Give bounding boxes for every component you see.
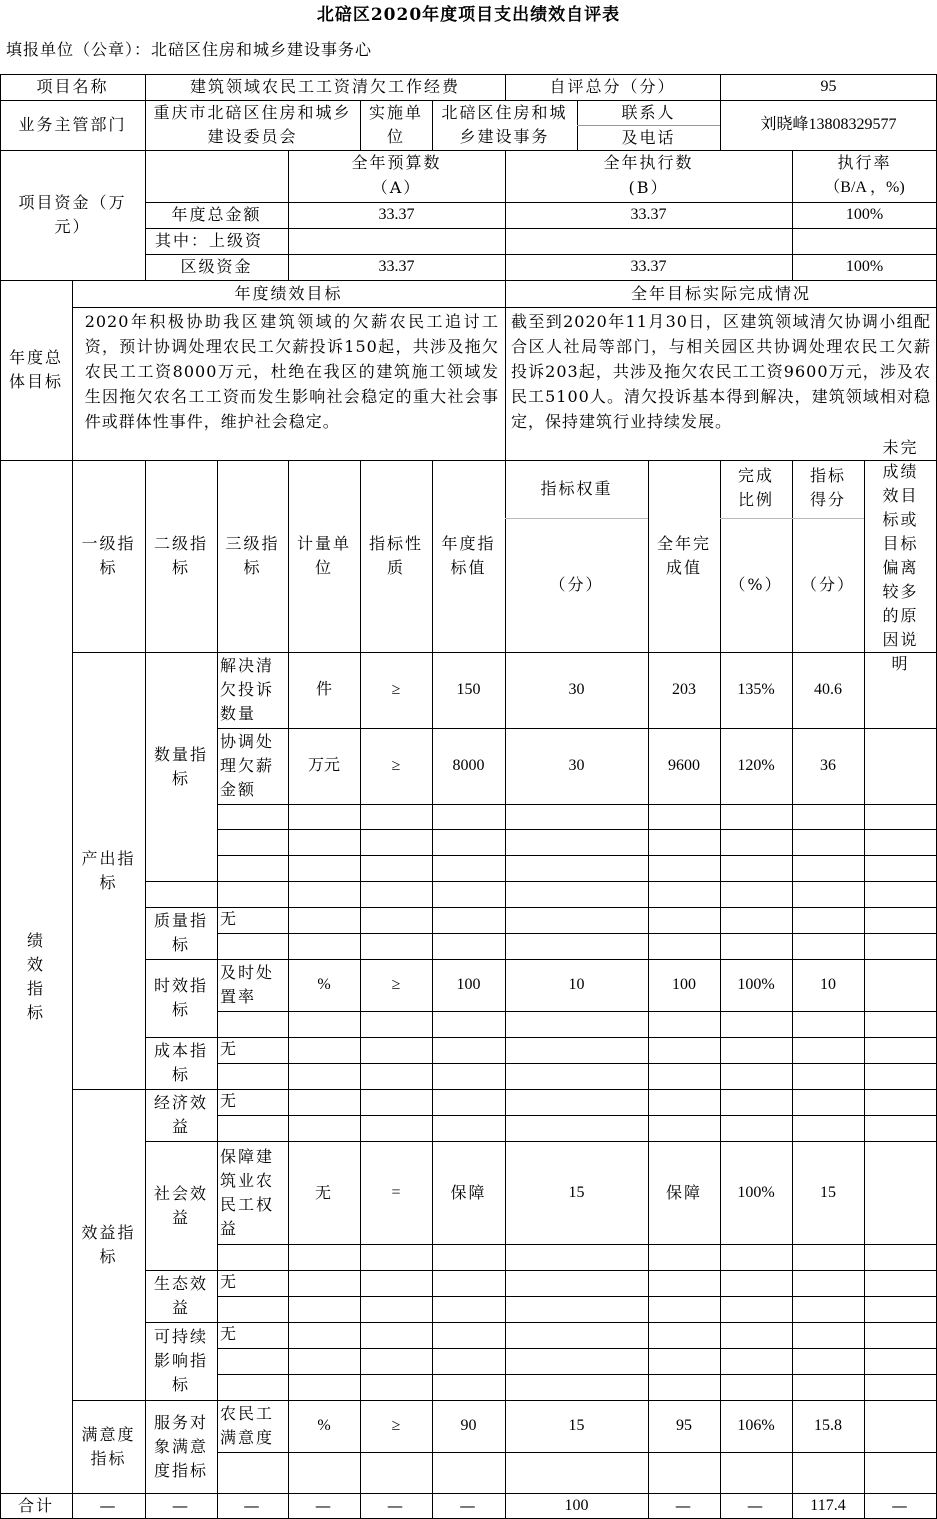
indicator-target: 150: [456, 681, 481, 698]
indicator-actual: 203: [672, 681, 696, 698]
service-satisfaction-label: 服务对象满意度指标: [153, 1412, 208, 1480]
header-level3: 三级指标: [225, 534, 280, 577]
filling-unit: 填报单位（公章）：北碚区住房和城乡建设事务心: [6, 40, 373, 59]
header-actual: 全年完成值: [656, 534, 711, 577]
indicator-score: 15.8: [814, 1417, 842, 1434]
impl-unit: 北碚区住房和城乡建设事务: [441, 103, 568, 146]
funds-row-exec: [505, 228, 792, 254]
indicator-unit: 无: [314, 1182, 333, 1202]
indicator-weight: 30: [568, 757, 585, 774]
form-title: 北碚区2020年度项目支出绩效自评表: [316, 5, 621, 25]
indicator-actual: 保障: [665, 1182, 702, 1202]
funds-row-exec: 33.37: [630, 206, 667, 223]
indicator-nature: ≥: [391, 1417, 401, 1434]
quality-indicator-value: 无: [220, 909, 239, 928]
score-label: 自评总分（分）: [549, 77, 676, 96]
sustain-indicator-label: 可持续影响指标: [153, 1327, 208, 1394]
performance-indicators-label: 绩效指标: [26, 930, 45, 1022]
indicator-name: 农民工满意度: [220, 1404, 275, 1447]
funds-row-label: 其中：上级资: [155, 231, 264, 250]
total-score: 95: [820, 78, 837, 95]
indicator-target: 保障: [450, 1182, 487, 1202]
header-target: 年度指标值: [441, 534, 496, 577]
indicator-target: 90: [460, 1417, 477, 1434]
indicator-ratio: 135%: [737, 681, 775, 698]
indicator-weight: 15: [568, 1417, 585, 1434]
total-dash: —: [315, 1496, 333, 1515]
output-indicator-label: 产出指标: [81, 848, 136, 892]
total-dash: —: [459, 1496, 478, 1515]
indicator-name: 解决清欠投诉数量: [220, 656, 275, 723]
contact-label-1: 联系人: [621, 102, 676, 122]
actual-header: 全年目标实际完成情况: [630, 283, 811, 303]
header-level1: 一级指标: [81, 534, 136, 577]
indicator-nature: ≥: [391, 681, 401, 698]
rate-header-2: （B/A ，%): [824, 178, 905, 196]
quality-indicator-label: 质量指标: [153, 911, 208, 954]
funds-row-budget: 33.37: [378, 258, 415, 275]
indicator-ratio: 100%: [737, 1183, 775, 1201]
indicator-name: 及时处置率: [220, 963, 275, 1006]
indicator-ratio: 106%: [737, 1417, 775, 1434]
actual-text: 截至到2020年11月30日，区建筑领域清欠协调小组配合区人社局等部门，与相关园区共协调处理农民工欠薪投诉203起，共涉及拖欠农民工工资9600万元，涉及农民工5100人。清欠投诉基本得到解决，建筑领域相对稳定，保持建筑行业持续发展。: [511, 312, 931, 431]
indicator-actual: 100: [672, 976, 696, 993]
target-header: 年度绩效目标: [234, 283, 343, 303]
indicator-weight: 10: [568, 976, 585, 993]
indicator-unit: 万元: [307, 757, 340, 774]
header-score-unit: （分）: [800, 575, 855, 594]
funds-row-budget: 33.37: [378, 206, 415, 223]
header-ratio: 完成比例: [737, 466, 774, 509]
sustain-indicator-value: 无: [220, 1324, 239, 1343]
total-dash: —: [675, 1496, 693, 1515]
total-dash: —: [99, 1496, 118, 1515]
indicator-unit: 件: [315, 681, 332, 698]
indicator-weight: 30: [568, 681, 585, 698]
indicator-score: 40.6: [814, 681, 842, 698]
contact-value: 刘晓峰13808329577: [760, 116, 897, 133]
project-name: 建筑领域农民工工资清欠工作经费: [189, 77, 460, 96]
funds-row-exec: 33.37: [630, 258, 667, 275]
funds-row-budget: [288, 228, 505, 254]
header-reason: 未完成绩效目标或目标偏离较多的原因说明: [882, 438, 919, 673]
header-level2: 二级指标: [153, 534, 208, 577]
cost-indicator-value: 无: [220, 1039, 239, 1058]
header-score: 指标得分: [809, 466, 846, 509]
total-score: 117.4: [810, 1497, 846, 1514]
total-dash: —: [747, 1496, 765, 1515]
header-weight: 指标权重: [540, 479, 613, 498]
funds-row-label: 区级资金: [180, 257, 253, 276]
funds-row-label: 年度总金额: [171, 205, 262, 224]
header-unit: 计量单位: [296, 534, 351, 577]
indicator-score: 36: [820, 757, 836, 774]
indicator-ratio: 100%: [737, 976, 775, 993]
total-dash: —: [243, 1496, 262, 1515]
indicator-name: 协调处理欠薪金额: [220, 732, 275, 799]
indicator-nature: ≥: [391, 976, 401, 993]
economic-benefit-label: 经济效益: [153, 1093, 208, 1136]
indicator-nature: =: [391, 1183, 401, 1201]
budget-header-2: （A）: [371, 177, 422, 197]
indicator-unit: %: [317, 976, 331, 993]
dept-name: 重庆市北碚区住房和城乡建设委员会: [153, 103, 352, 146]
indicator-score: 15: [820, 1183, 836, 1201]
indicator-weight: 15: [568, 1183, 585, 1201]
funds-row-rate: [792, 228, 937, 254]
budget-header-1: 全年预算数: [351, 152, 442, 172]
quantity-indicator-label: 数量指标: [153, 744, 208, 788]
indicator-actual: 95: [676, 1417, 692, 1434]
benefit-indicator-label: 效益指标: [81, 1222, 136, 1266]
indicator-target: 100: [456, 976, 481, 993]
satisfaction-indicator-label: 满意度指标: [81, 1424, 136, 1468]
indicator-nature: ≥: [391, 757, 401, 774]
economic-benefit-value: 无: [220, 1091, 239, 1110]
evaluation-table: [0, 74, 937, 1519]
project-name-label: 项目名称: [36, 77, 109, 96]
header-weight-unit: （分）: [549, 575, 604, 594]
timeliness-indicator-label: 时效指标: [153, 976, 208, 1019]
indicator-target: 8000: [452, 757, 485, 774]
header-nature: 指标性质: [368, 534, 423, 577]
impl-label: 实施单位: [368, 103, 423, 146]
eco-benefit-label: 生态效益: [153, 1274, 208, 1317]
funds-label: 项目资金（万元）: [18, 192, 127, 236]
annual-goal-label: 年度总体目标: [8, 348, 63, 391]
indicator-score: 10: [820, 976, 836, 993]
cost-indicator-label: 成本指标: [153, 1041, 208, 1084]
target-text: 2020年积极协助我区建筑领域的欠薪农民工追讨工资，预计协调处理农民工欠薪投诉150起，共涉及拖欠农民工工资8000万元，杜绝在我区的建筑施工领域发生因拖欠农名工工资而发生影响社会稳定的重大社会事件或群体性事件，维护社会稳定。: [84, 312, 499, 431]
exec-header-1: 全年执行数: [603, 152, 694, 172]
total-dash: —: [172, 1496, 190, 1515]
contact-label-2: 及电话: [621, 127, 676, 147]
indicator-name: 保障建筑业农民工权益: [220, 1146, 275, 1238]
indicator-actual: 9600: [668, 757, 700, 774]
header-ratio-unit: （%）: [729, 575, 783, 594]
total-label: 合计: [17, 1496, 54, 1515]
social-benefit-label: 社会效益: [153, 1183, 208, 1227]
dept-label: 业务主管部门: [18, 115, 127, 134]
total-dash: —: [891, 1496, 910, 1515]
indicator-ratio: 120%: [737, 757, 775, 774]
total-weight: 100: [564, 1497, 589, 1514]
eco-benefit-value: 无: [220, 1272, 239, 1291]
rate-header-1: 执行率: [837, 152, 892, 172]
funds-row-rate: 100%: [845, 206, 884, 223]
exec-header-2: (B）: [628, 177, 669, 197]
indicator-unit: %: [317, 1417, 331, 1434]
total-dash: —: [387, 1496, 405, 1515]
funds-row-rate: 100%: [845, 258, 884, 275]
